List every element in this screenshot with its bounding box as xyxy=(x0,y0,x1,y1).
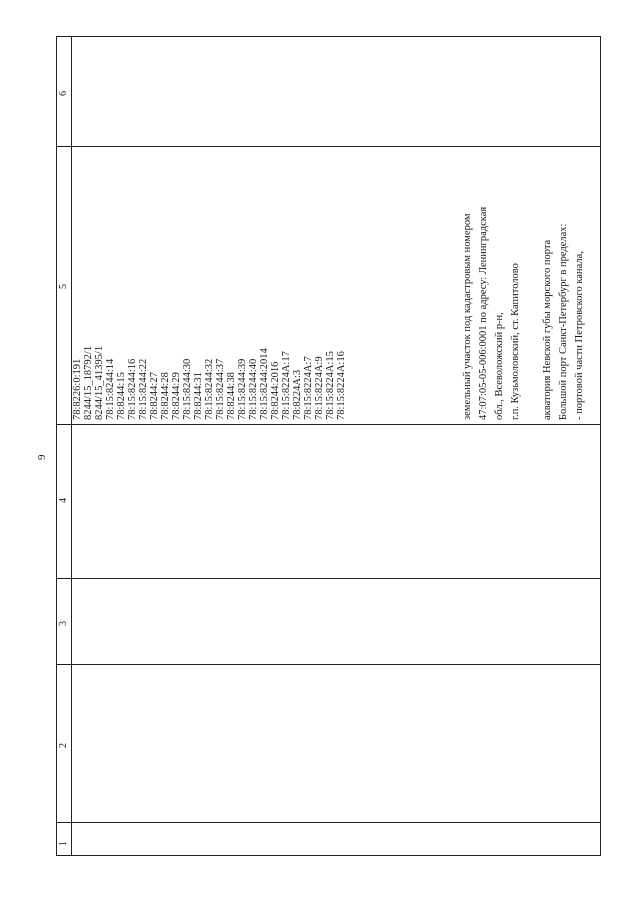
cell-line: 78:15:8244:30 xyxy=(182,358,193,420)
cell-line: Большой порт Санкт-Петербург в пределах: xyxy=(558,223,569,420)
cell-line: 78:15:8244:2014 xyxy=(259,348,270,420)
cell-line: 78:8244:28 xyxy=(160,372,171,420)
cell-line: 8244/15_41395/1 xyxy=(94,345,105,420)
cell-line: 78:8244:29 xyxy=(171,372,182,420)
row-divider-4 xyxy=(56,578,601,579)
cell-line: 78:15:8224А:7 xyxy=(303,356,314,420)
column-header-2: 2 xyxy=(58,743,69,748)
cell-line: 78:15:8244:40 xyxy=(248,358,259,420)
cell-line: земельный участок под кадастровым номером xyxy=(462,213,473,420)
cell-line: 78:8224А:3 xyxy=(292,369,303,420)
table-border-left xyxy=(56,36,57,856)
cell-line: 78:8244:38 xyxy=(226,372,237,420)
cell-line: 78:15:8224А:9 xyxy=(314,356,325,420)
column-header-4: 4 xyxy=(58,498,69,503)
column-header-5: 5 xyxy=(58,284,69,289)
row-divider-2 xyxy=(56,822,601,823)
column-header-6: 6 xyxy=(58,91,69,96)
row-divider-3 xyxy=(56,664,601,665)
table-border-right xyxy=(600,36,601,856)
row-divider-6 xyxy=(56,146,601,147)
cell-line: акватория Невской губы морского порта xyxy=(542,239,553,420)
cell-line: 8244/15_18792/1 xyxy=(83,345,94,420)
cell-line: 78:15:8244:16 xyxy=(127,358,138,420)
table-header-divider xyxy=(71,36,72,856)
table-border-bottom xyxy=(56,855,601,856)
column-header-1: 1 xyxy=(58,841,69,846)
cell-line: 78:15:8224А:16 xyxy=(336,351,347,420)
column-header-3: 3 xyxy=(58,621,69,626)
cell-line: 78:8226:0:191 xyxy=(72,358,83,420)
cell-line: 47:07:05-05-006:0001 по адресу: Ленинградская xyxy=(478,206,489,420)
cell-line: 78:15:8224А:15 xyxy=(325,351,336,420)
cell-line: 78:8244:2016 xyxy=(270,361,281,420)
cell-line: 78:15:8244:39 xyxy=(237,358,248,420)
table-border-top xyxy=(56,36,601,37)
cell-line: 78:8244:27 xyxy=(149,372,160,420)
cell-line: - портовой части Петровского канала, xyxy=(574,251,585,420)
cell-line: 78:8244:15 xyxy=(116,372,127,420)
page-number: 9 xyxy=(36,454,48,460)
cell-line: 78:15:8244:32 xyxy=(204,358,215,420)
cell-line: 78:15:8244:14 xyxy=(105,358,116,420)
row-divider-5 xyxy=(56,424,601,425)
cell-line: 78:8244:31 xyxy=(193,372,204,420)
cell-line: г.п. Кузьмоловский, ст. Капитолово xyxy=(510,263,521,420)
cell-line: 78:15:8224А:17 xyxy=(281,351,292,420)
cell-line: обл., Всеволожский р-н, xyxy=(494,312,505,420)
cell-line: 78:15:8244:22 xyxy=(138,358,149,420)
cell-line: 78:15:8244:37 xyxy=(215,358,226,420)
